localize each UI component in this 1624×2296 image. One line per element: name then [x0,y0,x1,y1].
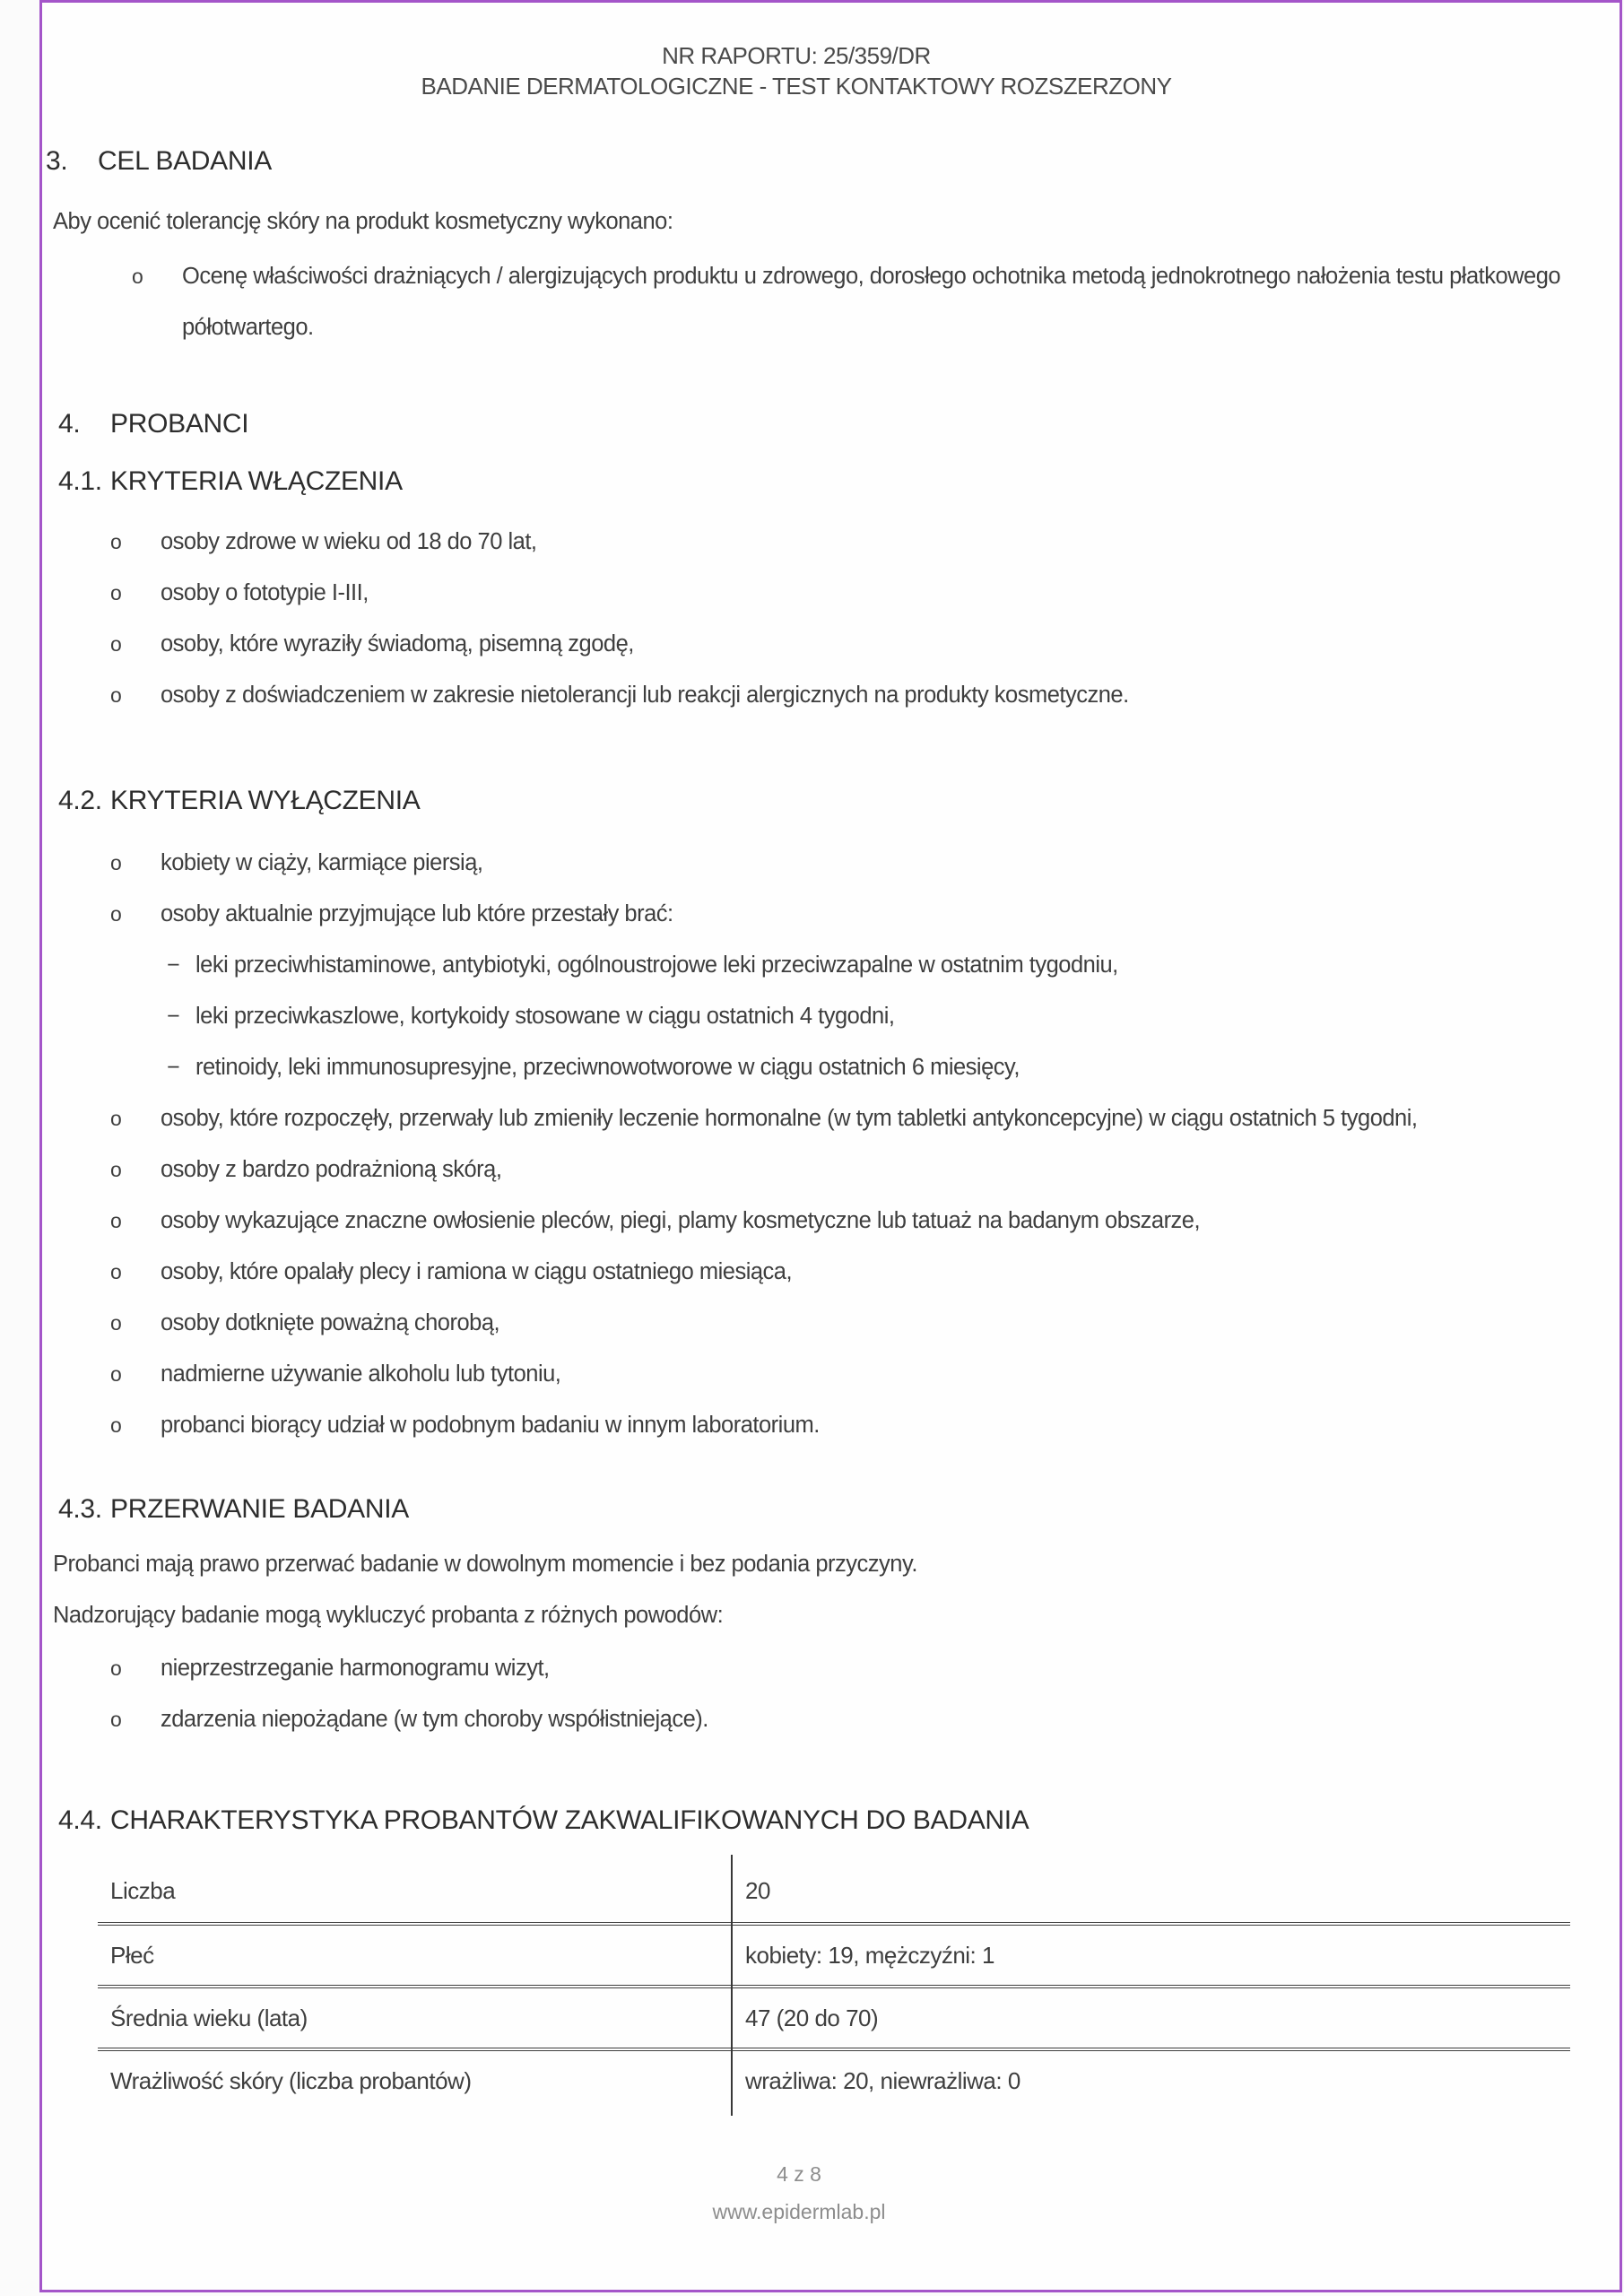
list-item-text: osoby zdrowe w wieku od 18 do 70 lat, [161,529,537,554]
list-item-text: Ocenę właściwości drażniących / alergizujących produktu u zdrowego, dorosłego ochotnika metodą jednokrotnego nałożenia testu płatkowego półotwartego. [182,264,1561,340]
list-item [45,1643,1569,1694]
list-item [45,1298,1569,1349]
bullet-marker: o [110,851,122,874]
bullet-marker: − [167,1055,180,1080]
list-item [45,1400,1569,1451]
section-4-2-list [45,838,1569,1451]
bullet-marker: o [110,1311,122,1335]
section-title: KRYTERIA WYŁĄCZENIA [110,786,421,815]
section-title: PRZERWANIE BADANIA [110,1494,409,1524]
bullet-marker: o [110,1107,122,1130]
section-4-3-list [45,1643,1569,1745]
list-item-text: retinoidy, leki immunosupresyjne, przeciwnowotworowe w ciągu ostatnich 6 miesięcy, [195,1055,1020,1080]
list-item [45,1093,1569,1144]
section-number: 4.2. [58,786,102,815]
bullet-marker: o [110,902,122,926]
section-4-4 [45,1805,1569,2110]
section-4-1-list [45,517,1569,721]
section-4-3-paragraph-2: Nadzorujący badanie mogą wykluczyć probanta z różnych powodów: [53,1603,724,1628]
section-title: KRYTERIA WŁĄCZENIA [110,466,403,496]
list-item-text: osoby z doświadczeniem w zakresie nietolerancji lub reakcji alergicznych na produkty kosmetyczne. [161,683,1129,708]
bullet-marker: o [110,1413,122,1437]
list-item [45,991,1569,1042]
section-4-4-heading [58,1805,1569,1836]
report-header [45,3,1548,101]
bullet-marker: o [110,1158,122,1181]
table-row [98,1859,1570,1922]
list-item-text: osoby, które opalały plecy i ramiona w ciągu ostatniego miesiąca, [161,1259,793,1284]
list-item-text: osoby, które rozpoczęły, przerwały lub zmieniły leczenie hormonalne (w tym tabletki antykoncepcyjne) w ciągu ostatnich 5 tygodni, [161,1106,1418,1131]
bullet-marker: o [132,265,143,288]
list-item-text: probanci biorący udział w podobnym badaniu w innym laboratorium. [161,1413,820,1438]
list-item [45,1247,1569,1298]
section-number: 4.3. [58,1494,102,1524]
bullet-marker: o [110,1260,122,1283]
list-item [45,1694,1569,1745]
section-number: 4.1. [58,466,102,496]
bullet-marker: − [167,1004,180,1029]
table-row-label: Wrażliwość skóry (liczba probantów) [110,2066,472,2094]
section-title: CEL BADANIA [98,146,272,176]
section-4-1-heading [58,466,1569,497]
table-column-divider [731,1855,733,2116]
bullet-marker: o [110,1362,122,1386]
bullet-marker: o [110,683,122,707]
list-item [45,1349,1569,1400]
subjects-characteristics-table [98,1859,1570,2110]
list-item-text: zdarzenia niepożądane (w tym choroby współistniejące). [161,1707,708,1732]
list-item-text: nadmierne używanie alkoholu lub tytoniu, [161,1361,561,1387]
list-item-text: osoby wykazujące znaczne owłosienie pleców, piegi, plamy kosmetyczne lub tatuaż na badanym obszarze, [161,1208,1201,1233]
section-4-3-heading [58,1494,1569,1525]
bullet-marker: o [110,1708,122,1731]
list-item-text: kobiety w ciąży, karmiące piersią, [161,850,483,875]
bullet-marker: o [110,632,122,656]
section-3-heading [46,146,1569,177]
section-4-heading [58,409,1569,439]
section-3-list [45,251,1569,353]
list-item-text: osoby, które wyraziły świadomą, pisemną zgodę, [161,631,634,657]
list-item [45,889,1569,940]
bullet-marker: − [167,952,180,978]
list-item-text: leki przeciwhistaminowe, antybiotyki, ogólnoustrojowe leki przeciwzapalne w ostatnim tygodniu, [195,952,1118,978]
page-content [45,3,1569,2223]
table-row-value: 20 [745,1876,770,1904]
list-item [45,251,1569,353]
page-frame [39,0,1622,2292]
list-item [45,1196,1569,1247]
section-4-2-heading [58,786,1569,816]
section-4-3-paragraph-1: Probanci mają prawo przerwać badanie w dowolnym momencie i bez podania przyczyny. [53,1552,917,1577]
bullet-marker: o [110,530,122,553]
list-item [45,568,1569,619]
list-item [45,670,1569,721]
list-item-text: osoby z bardzo podrażnioną skórą, [161,1157,502,1182]
bullet-marker: o [110,1657,122,1680]
bullet-marker: o [110,581,122,604]
table-row-label: Płeć [110,1941,154,1969]
list-item [45,619,1569,670]
page-number: 4 z 8 [777,2162,821,2186]
report-title: BADANIE DERMATOLOGICZNE - TEST KONTAKTOWY ROZSZERZONY [421,73,1172,100]
list-item-text: osoby o fototypie I-III, [161,580,369,605]
table-row-value: 47 (20 do 70) [745,2004,879,2031]
bullet-marker: o [110,1209,122,1232]
section-title: CHARAKTERYSTYKA PROBANTÓW ZAKWALIFIKOWANYCH DO BADANIA [110,1805,1029,1835]
table-row [98,1922,1570,1985]
section-3-intro: Aby ocenić tolerancję skóry na produkt kosmetyczny wykonano: [53,209,673,234]
table-row-value: kobiety: 19, mężczyźni: 1 [745,1941,994,1969]
section-number: 4. [58,409,81,439]
list-item [45,940,1569,991]
list-item [45,517,1569,568]
list-item [45,1144,1569,1196]
list-item-text: osoby aktualnie przyjmujące lub które przestały brać: [161,901,673,926]
report-number: NR RAPORTU: 25/359/DR [662,42,931,69]
list-item-text: leki przeciwkaszlowe, kortykoidy stosowane w ciągu ostatnich 4 tygodni, [195,1004,895,1029]
table-row-label: Średnia wieku (lata) [110,2004,308,2031]
table-row-value: wrażliwa: 20, niewrażliwa: 0 [745,2066,1020,2094]
section-number: 4.4. [58,1805,102,1835]
page-footer [48,2162,1550,2224]
list-item [45,838,1569,889]
list-item-text: osoby dotknięte poważną chorobą, [161,1310,500,1335]
table-row [98,1985,1570,2048]
section-title: PROBANCI [110,409,249,439]
section-number: 3. [46,146,68,176]
table-row-label: Liczba [110,1876,176,1904]
table-row [98,2048,1570,2110]
list-item [45,1042,1569,1093]
list-item-text: nieprzestrzeganie harmonogramu wizyt, [161,1656,550,1681]
website-url: www.epidermlab.pl [712,2200,886,2223]
